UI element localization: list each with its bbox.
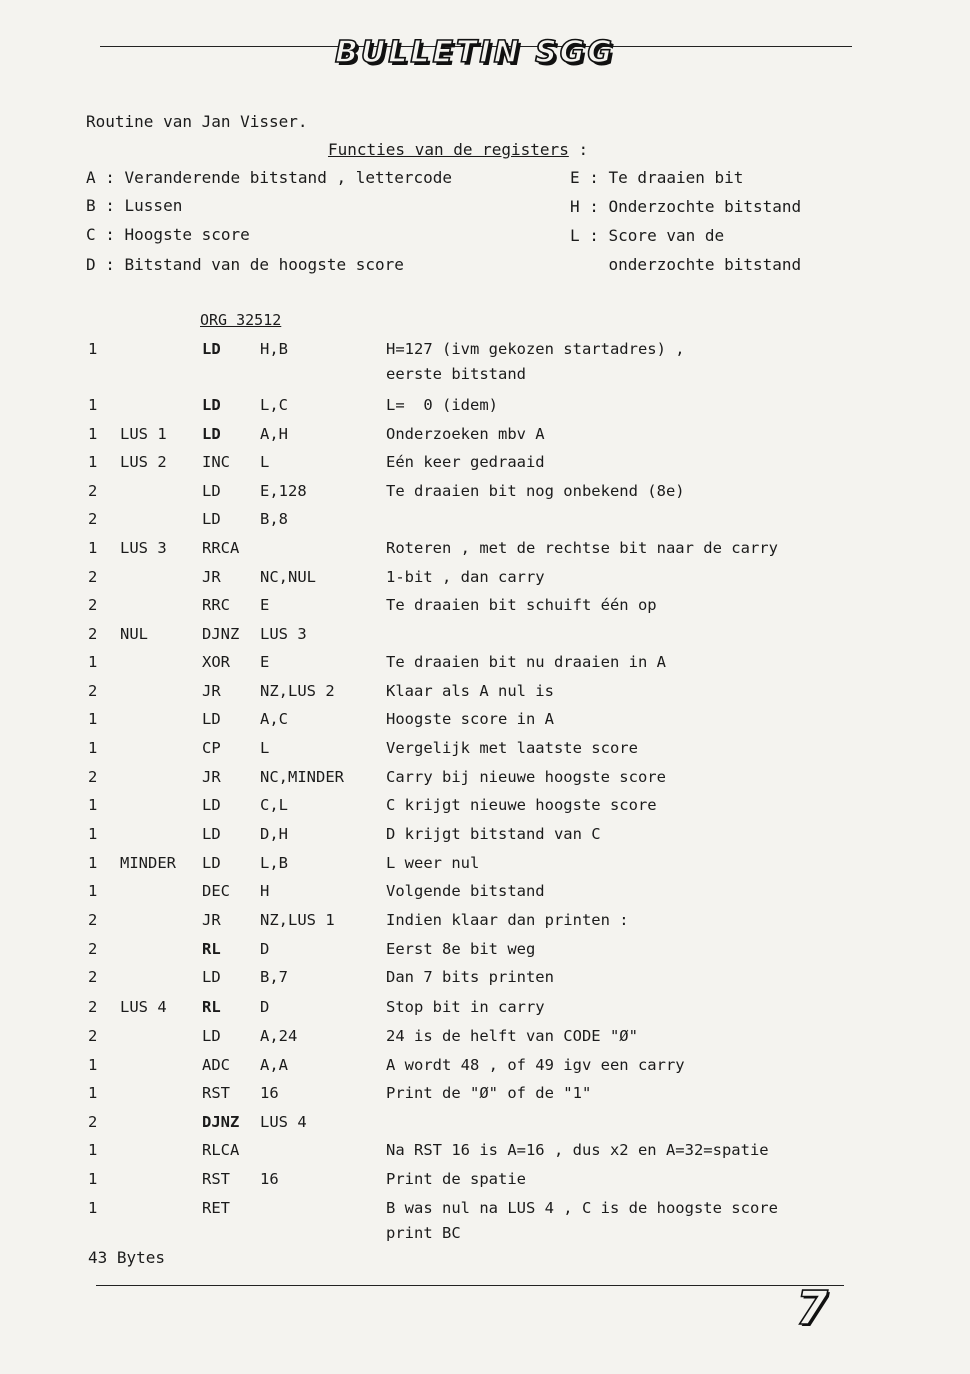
listing-comment: Indien klaar dan printen :: [386, 911, 629, 929]
listing-opcode: RL: [202, 940, 221, 958]
listing-opcode: RLCA: [202, 1141, 240, 1159]
listing-comment: Carry bij nieuwe hoogste score: [386, 768, 666, 786]
listing-opcode: DJNZ: [202, 1113, 240, 1131]
listing-opcode: RET: [202, 1199, 230, 1217]
listing-operand: H: [260, 882, 270, 900]
listing-length: 2: [88, 1113, 98, 1131]
register-c: C : Hoogste score: [86, 225, 250, 244]
registers-title: [328, 140, 588, 159]
listing-length: 1: [88, 1056, 98, 1074]
listing-length: 2: [88, 682, 98, 700]
listing-length: 1: [88, 539, 98, 557]
listing-label: LUS 3: [120, 539, 167, 557]
listing-comment-continued: eerste bitstand: [386, 365, 526, 383]
listing-comment: Onderzoeken mbv A: [386, 425, 545, 443]
listing-row: [0, 625, 970, 653]
listing-opcode: LD: [202, 510, 221, 528]
listing-row: [0, 1056, 970, 1084]
listing-row: [0, 911, 970, 939]
listing-opcode: RST: [202, 1170, 230, 1188]
listing-row: [0, 396, 970, 424]
listing-opcode: XOR: [202, 653, 230, 671]
listing-operand: E: [260, 653, 270, 671]
register-l: L : Score van de: [570, 226, 725, 245]
listing-length: 1: [88, 882, 98, 900]
listing-comment: Roteren , met de rechtse bit naar de carry: [386, 539, 778, 557]
listing-length: 1: [88, 1141, 98, 1159]
listing-operand: A,24: [260, 1027, 298, 1045]
listing-length: 1: [88, 710, 98, 728]
listing-opcode: RRCA: [202, 539, 240, 557]
listing-opcode: LD: [202, 796, 221, 814]
page-number: 7: [796, 1281, 829, 1335]
listing-row: [0, 1113, 970, 1141]
listing-comment: Hoogste score in A: [386, 710, 554, 728]
listing-opcode: LD: [202, 482, 221, 500]
listing-row: [0, 1141, 970, 1169]
listing-row: [0, 682, 970, 710]
listing-operand: LUS 4: [260, 1113, 307, 1131]
listing-comment: Print de spatie: [386, 1170, 526, 1188]
listing-length: 1: [88, 425, 98, 443]
listing-operand: 16: [260, 1170, 279, 1188]
listing-row: [0, 882, 970, 910]
listing-operand: L,C: [260, 396, 288, 414]
listing-length: 1: [88, 1199, 98, 1217]
listing-row: [0, 998, 970, 1026]
listing-length: 1: [88, 739, 98, 757]
listing-comment: Eerst 8e bit weg: [386, 940, 536, 958]
listing-length: 2: [88, 1027, 98, 1045]
listing-comment: Print de "Ø" of de "1": [386, 1084, 592, 1102]
listing-row: [0, 768, 970, 796]
listing-opcode: DEC: [202, 882, 230, 900]
listing-comment: C krijgt nieuwe hoogste score: [386, 796, 657, 814]
listing-operand: A,A: [260, 1056, 288, 1074]
listing-comment: D krijgt bitstand van C: [386, 825, 601, 843]
listing-length: 2: [88, 482, 98, 500]
listing-label: NUL: [120, 625, 148, 643]
listing-comment: Vergelijk met laatste score: [386, 739, 638, 757]
listing-operand: NC,NUL: [260, 568, 316, 586]
listing-operand: LUS 3: [260, 625, 307, 643]
listing-opcode: CP: [202, 739, 221, 757]
registers-title-text: Functies van de registers: [328, 140, 569, 159]
author-line: Routine van Jan Visser.: [86, 112, 308, 131]
listing-operand: A,C: [260, 710, 288, 728]
listing-operand: C,L: [260, 796, 288, 814]
listing-row: [0, 453, 970, 481]
listing-comment: Te draaien bit schuift één op: [386, 596, 657, 614]
listing-length: 2: [88, 768, 98, 786]
register-l-cont: onderzochte bitstand: [570, 255, 802, 274]
listing-operand: A,H: [260, 425, 288, 443]
listing-row: [0, 482, 970, 510]
listing-operand: B,7: [260, 968, 288, 986]
listing-length: 2: [88, 510, 98, 528]
listing-row: [0, 968, 970, 996]
listing-length: 2: [88, 596, 98, 614]
listing-length: 1: [88, 1170, 98, 1188]
listing-opcode: LD: [202, 425, 221, 443]
listing-opcode: JR: [202, 682, 221, 700]
listing-length: 1: [88, 340, 98, 358]
org-directive: ORG 32512: [200, 311, 282, 329]
listing-length: 1: [88, 854, 98, 872]
listing-operand: B,8: [260, 510, 288, 528]
listing-row: [0, 1084, 970, 1112]
listing-comment: Stop bit in carry: [386, 998, 545, 1016]
listing-operand: E,128: [260, 482, 307, 500]
register-h: H : Onderzochte bitstand: [570, 197, 802, 216]
listing-opcode: RST: [202, 1084, 230, 1102]
listing-opcode: LD: [202, 1027, 221, 1045]
listing-length: 2: [88, 940, 98, 958]
listing-opcode: ADC: [202, 1056, 230, 1074]
register-d: D : Bitstand van de hoogste score: [86, 255, 404, 274]
listing-length: 2: [88, 625, 98, 643]
listing-comment: H=127 (ivm gekozen startadres) ,: [386, 340, 685, 358]
listing-length: 2: [88, 968, 98, 986]
listing-opcode: LD: [202, 854, 221, 872]
listing-comment-continued: print BC: [386, 1224, 461, 1242]
listing-comment: Klaar als A nul is: [386, 682, 554, 700]
listing-comment: Na RST 16 is A=16 , dus x2 en A=32=spatie: [386, 1141, 769, 1159]
listing-length: 1: [88, 653, 98, 671]
listing-length: 2: [88, 568, 98, 586]
listing-row: [0, 340, 970, 368]
listing-opcode: RRC: [202, 596, 230, 614]
listing-length: 2: [88, 911, 98, 929]
listing-row: [0, 510, 970, 538]
listing-operand: 16: [260, 1084, 279, 1102]
listing-length: 1: [88, 825, 98, 843]
masthead: [330, 28, 620, 76]
listing-operand: L,B: [260, 854, 288, 872]
register-e: E : Te draaien bit: [570, 168, 744, 187]
listing-label: LUS 1: [120, 425, 167, 443]
listing-length: 1: [88, 796, 98, 814]
listing-comment: 1-bit , dan carry: [386, 568, 545, 586]
listing-label: LUS 2: [120, 453, 167, 471]
listing-opcode: JR: [202, 768, 221, 786]
listing-comment: Eén keer gedraaid: [386, 453, 545, 471]
register-a: A : Veranderende bitstand , lettercode: [86, 168, 453, 187]
listing-opcode: RL: [202, 998, 221, 1016]
listing-opcode: DJNZ: [202, 625, 240, 643]
listing-operand: D,H: [260, 825, 288, 843]
listing-row: [0, 796, 970, 824]
byte-count: 43 Bytes: [88, 1248, 166, 1267]
listing-row: [0, 940, 970, 968]
listing-operand: D: [260, 940, 270, 958]
listing-comment: Dan 7 bits printen: [386, 968, 554, 986]
registers-title-suffix: :: [568, 140, 589, 159]
listing-row: [0, 739, 970, 767]
listing-opcode: LD: [202, 825, 221, 843]
listing-opcode: LD: [202, 396, 221, 414]
listing-opcode: LD: [202, 968, 221, 986]
listing-operand: D: [260, 998, 270, 1016]
listing-comment: A wordt 48 , of 49 igv een carry: [386, 1056, 685, 1074]
masthead-title: BULLETIN SGG: [335, 34, 615, 70]
listing-comment: Te draaien bit nog onbekend (8e): [386, 482, 685, 500]
listing-length: 1: [88, 396, 98, 414]
listing-opcode: JR: [202, 911, 221, 929]
listing-length: 2: [88, 998, 98, 1016]
listing-row: [0, 425, 970, 453]
register-b: B : Lussen: [86, 196, 183, 215]
listing-row: [0, 1027, 970, 1055]
listing-row: [0, 710, 970, 738]
listing-label: LUS 4: [120, 998, 167, 1016]
listing-length: 1: [88, 1084, 98, 1102]
listing-row: [0, 854, 970, 882]
listing-row: [0, 1170, 970, 1198]
listing-row: [0, 653, 970, 681]
listing-operand: NC,MINDER: [260, 768, 344, 786]
listing-operand: NZ,LUS 1: [260, 911, 335, 929]
listing-row: [0, 568, 970, 596]
listing-opcode: INC: [202, 453, 230, 471]
listing-operand: H,B: [260, 340, 288, 358]
listing-label: MINDER: [120, 854, 176, 872]
listing-comment: Te draaien bit nu draaien in A: [386, 653, 666, 671]
listing-row: [0, 596, 970, 624]
listing-row: [0, 1199, 970, 1227]
listing-operand: L: [260, 453, 270, 471]
listing-comment: B was nul na LUS 4 , C is de hoogste score: [386, 1199, 778, 1217]
listing-opcode: JR: [202, 568, 221, 586]
listing-comment: 24 is de helft van CODE "Ø": [386, 1027, 638, 1045]
listing-length: 1: [88, 453, 98, 471]
listing-comment: L weer nul: [386, 854, 480, 872]
listing-operand: L: [260, 739, 270, 757]
listing-operand: E: [260, 596, 270, 614]
bottom-rule: [96, 1285, 844, 1286]
listing-row: [0, 539, 970, 567]
listing-opcode: LD: [202, 710, 221, 728]
listing-comment: L= 0 (idem): [386, 396, 498, 414]
listing-comment: Volgende bitstand: [386, 882, 545, 900]
listing-opcode: LD: [202, 340, 221, 358]
listing-operand: NZ,LUS 2: [260, 682, 335, 700]
listing-row: [0, 825, 970, 853]
